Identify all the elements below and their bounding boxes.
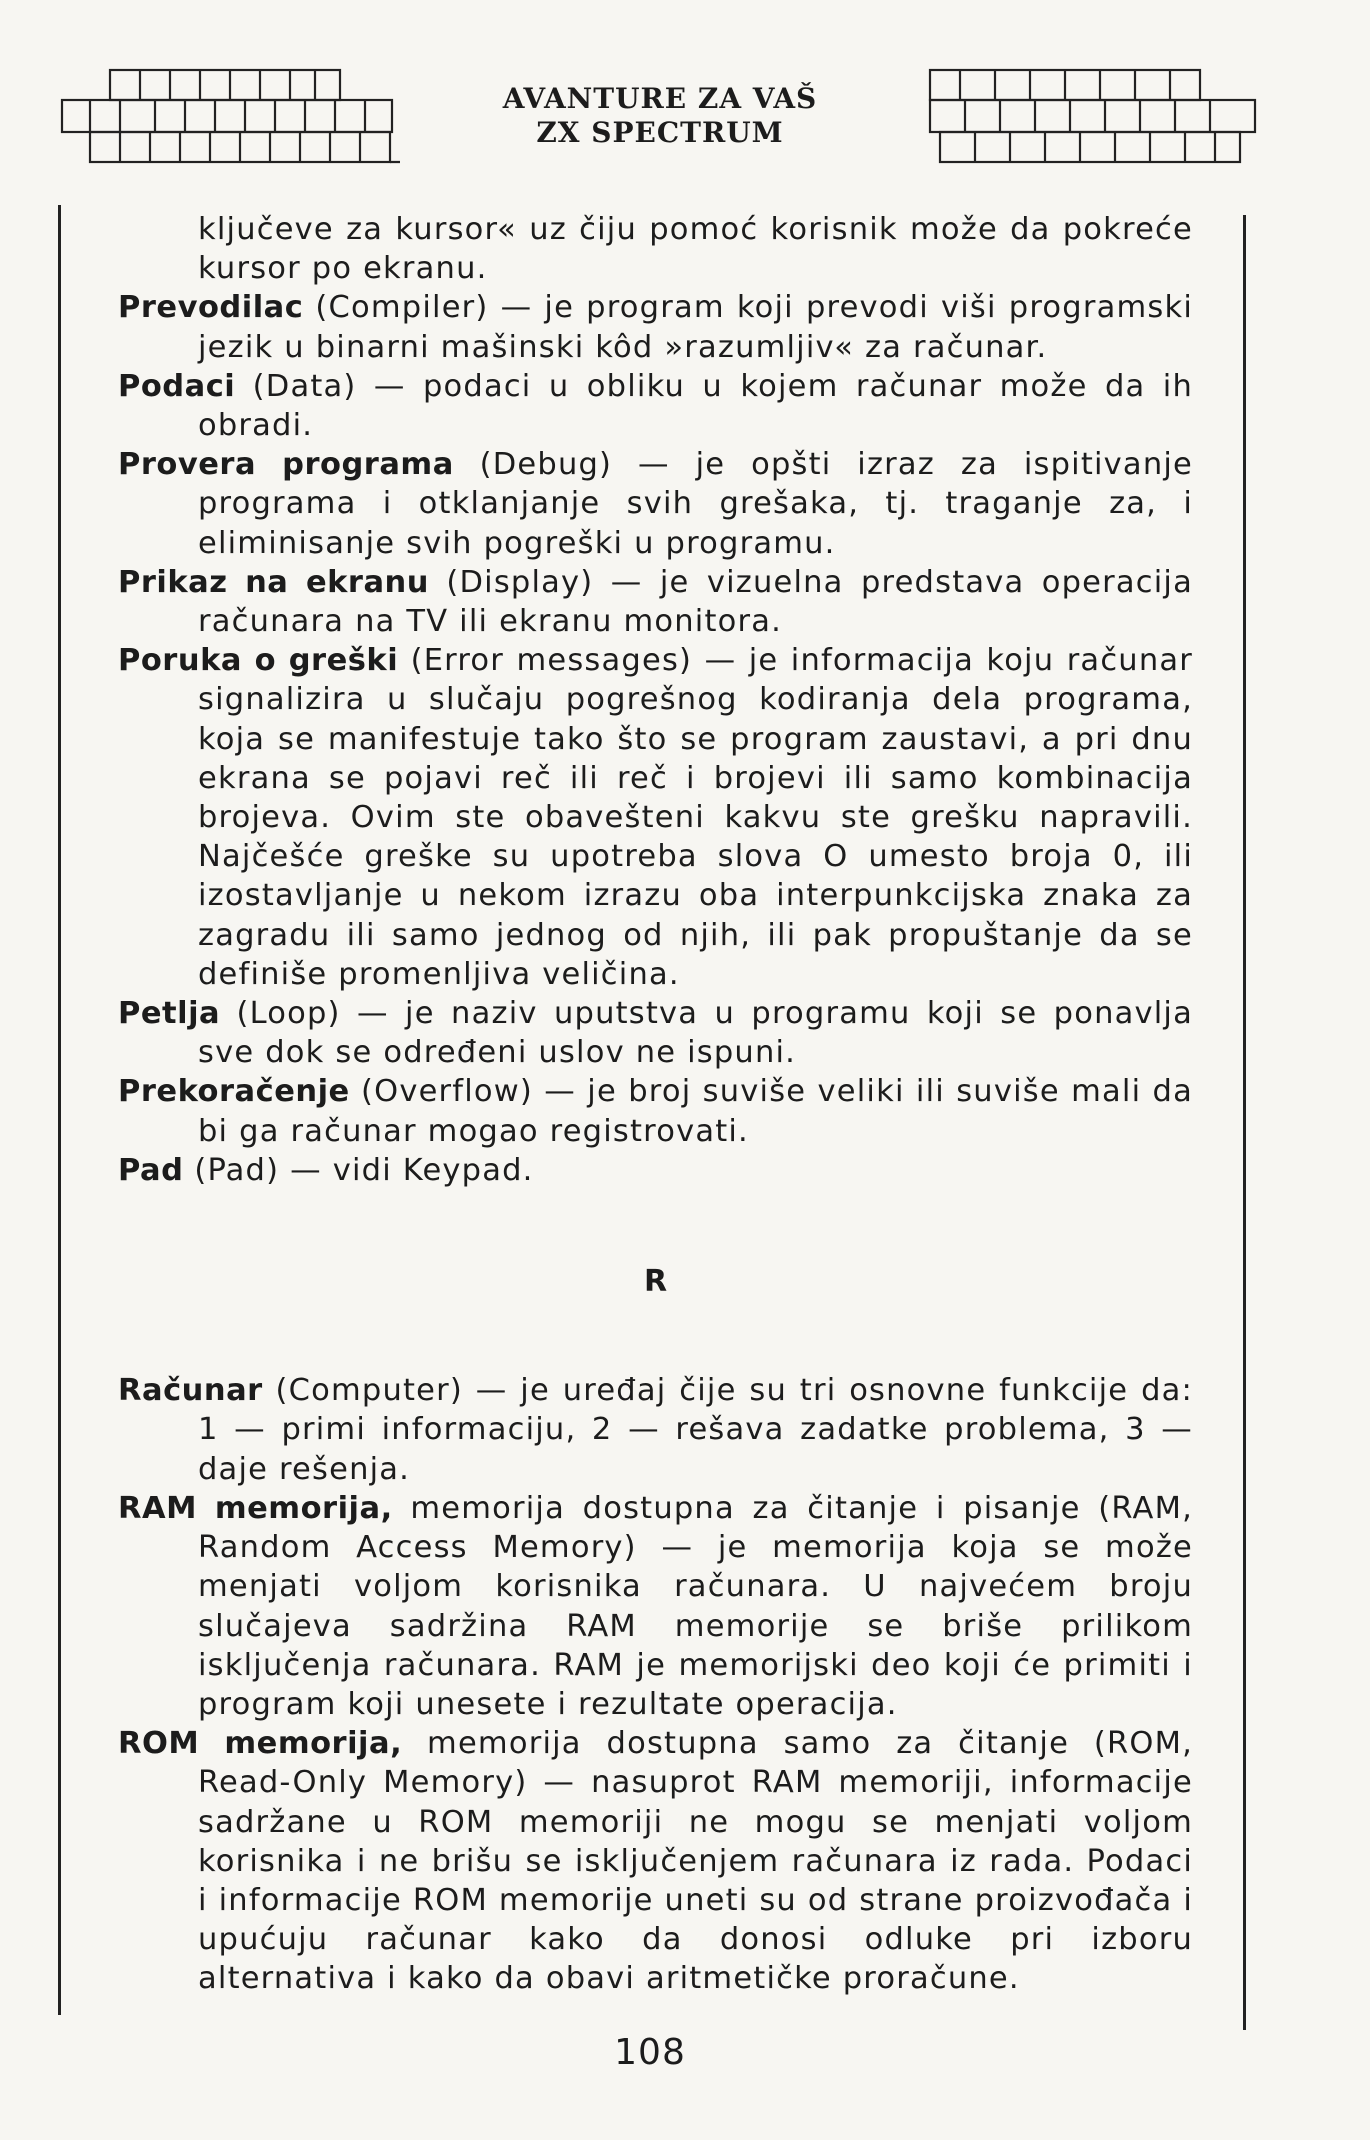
glossary-definition: (Error messages) — je informacija koju računar signalizira u slučaju pogrešnog kodiranja dela programa, koja se manifestuje tako što se program zaustavi, a pri dnu ekrana se pojavi reč ili reč i brojevi ili samo kombinacija brojeva. Ovim ste obavešteni kakvu ste grešku napravili. Najčešće greške su upotreba slova O umesto broja 0, ili izostavljanje u nekom izrazu oba interpunkcijska znaka za zagradu ili samo jednog od njih, ili pak propuštanje da se definiše promenljiva veličina. <box>198 643 1193 992</box>
glossary-term: Poruka o greški <box>118 643 399 679</box>
glossary-definition: (Debug) — je opšti izraz za ispitivanje programa i otklanjanje svih grešaka, tj. traganje za, i eliminisanje svih pogreški u programu. <box>198 447 1193 561</box>
glossary-definition: (Display) — je vizuelna predstava operacija računara na TV ili ekranu monitora. <box>198 564 1193 640</box>
glossary-entry <box>118 994 1193 1072</box>
glossary-definition: (Overflow) — je broj suviše veliki ili suviše mali da bi ga računar mogao registrovati. <box>198 1074 1193 1149</box>
glossary-definition: (Pad) — vidi Keypad. <box>183 1152 534 1188</box>
section-letter: R <box>643 1264 668 1300</box>
glossary-definition: (Compiler) — je program koji prevodi viši programski jezik u binarni mašinski kôd »razumljiv« za računar. <box>198 290 1193 365</box>
glossary-list-top <box>118 210 1193 1190</box>
header-title-line1: AVANTURE ZA VAŠ <box>502 82 818 115</box>
glossary-entry <box>118 1072 1193 1150</box>
glossary-definition: memorija dostupna za čitanje i pisanje (RAM, Random Access Memory) — je memorija koja se može menjati voljom korisnika računara. U najvećem broju slučajeva sadržina RAM memorije se briše prilikom isključenja računara. RAM je memorijski deo koji će primiti i program koji unesete i rezultate operacija. <box>198 1490 1193 1722</box>
glossary-entry <box>118 563 1193 641</box>
page-number: 108 <box>614 2032 686 2073</box>
glossary-definition: (Loop) — je naziv uputstva u programu koji se ponavlja sve dok se određeni uslov ne ispuni. <box>198 996 1193 1071</box>
glossary-definition: (Data) — podaci u obliku u kojem računar može da ih obradi. <box>198 368 1193 444</box>
glossary-content <box>118 210 1193 1999</box>
glossary-term: Računar <box>118 1373 263 1409</box>
glossary-term: Prekoračenje <box>118 1074 350 1110</box>
glossary-term: Pad <box>118 1152 184 1188</box>
glossary-term: Prikaz na ekranu <box>118 564 429 600</box>
left-margin-rule <box>58 205 61 2015</box>
header-title-line2: ZX SPECTRUM <box>536 116 784 149</box>
header-grid-left-decoration <box>60 68 400 164</box>
glossary-term: Prevodilac <box>118 290 304 326</box>
glossary-entry <box>118 1489 1193 1724</box>
glossary-entry <box>118 641 1193 994</box>
glossary-term: Provera programa <box>118 447 454 483</box>
page-header <box>60 60 1260 170</box>
glossary-definition: memorija dostupna samo za čitanje (ROM, Read-Only Memory) — nasuprot RAM memoriji, informacije sadržane u ROM memoriji ne mogu se menjati voljom korisnika i ne brišu se isključenjem računara iz rada. Podaci i informacije ROM memorije uneti su od strane proizvođača i upućuju računar kako da donosi odluke pri izboru alternativa i kako da obavi aritmetičke proračune. <box>198 1726 1194 1997</box>
glossary-list-bottom <box>118 1371 1193 1998</box>
glossary-entry <box>118 1724 1193 1998</box>
glossary-term: RAM memorija, <box>118 1490 393 1526</box>
glossary-entry <box>118 210 1193 288</box>
header-title <box>440 82 880 150</box>
glossary-entry <box>118 1151 1193 1190</box>
glossary-entry <box>118 445 1193 563</box>
glossary-entry <box>118 1371 1193 1489</box>
glossary-definition: (Computer) — je uređaj čije su tri osnovne funkcije da: 1 — primi informaciju, 2 — rešava zadatke problema, 3 — daje rešenja. <box>198 1373 1193 1487</box>
glossary-term: ROM memorija, <box>118 1726 403 1762</box>
glossary-entry <box>118 288 1193 366</box>
right-margin-rule <box>1243 215 1246 2030</box>
glossary-term: Petlja <box>118 996 221 1032</box>
glossary-term: Podaci <box>118 368 236 404</box>
header-grid-right-decoration <box>920 68 1260 164</box>
glossary-entry <box>118 367 1193 445</box>
glossary-definition: ključeve za kursor« uz čiju pomoć korisnik može da pokreće kursor po ekranu. <box>198 212 1193 287</box>
